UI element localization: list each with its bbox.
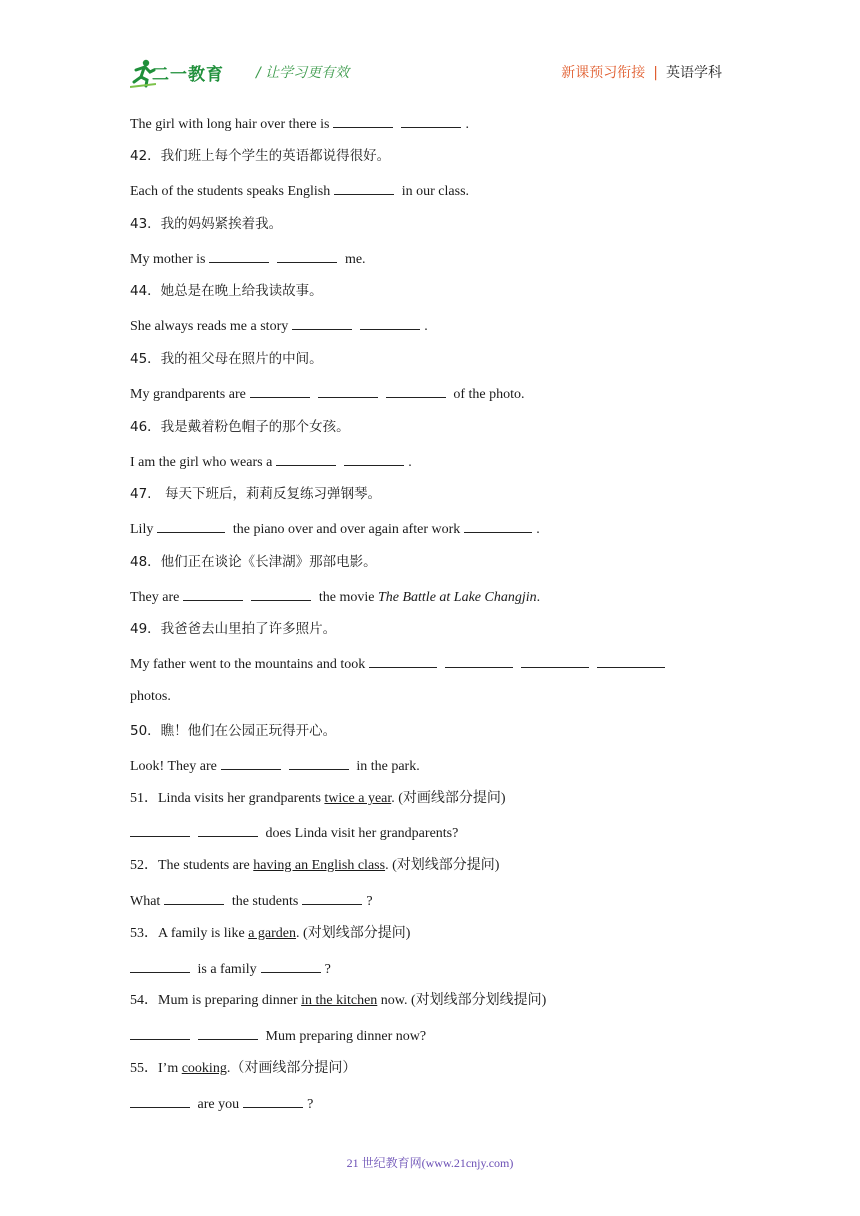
blank[interactable]	[369, 654, 437, 668]
q48-english: They are the movie The Battle at Lake Changjin.	[130, 587, 540, 607]
blank[interactable]	[401, 114, 461, 128]
q44-english: She always reads me a story .	[130, 316, 428, 336]
blank[interactable]	[198, 823, 258, 837]
q50-chinese: 50．瞧！他们在公园正玩得开心。	[130, 723, 337, 739]
blank[interactable]	[130, 823, 190, 837]
blank[interactable]	[164, 891, 224, 905]
page-header	[130, 56, 730, 90]
q45-chinese: 45．我的祖父母在照片的中间。	[130, 351, 323, 367]
blank[interactable]	[597, 654, 665, 668]
blank[interactable]	[276, 452, 336, 466]
blank[interactable]	[360, 316, 420, 330]
blank[interactable]	[251, 587, 311, 601]
q43-chinese: 43．我的妈妈紧挨着我。	[130, 216, 283, 232]
q53-question: 53．A family is like a garden. (对划线部分提问)	[130, 926, 411, 941]
blank[interactable]	[333, 114, 393, 128]
blank[interactable]	[289, 756, 349, 770]
blank[interactable]	[183, 587, 243, 601]
q51-answer: does Linda visit her grandparents?	[130, 823, 458, 843]
q46-chinese: 46．我是戴着粉色帽子的那个女孩。	[130, 419, 350, 435]
header-right	[561, 62, 722, 82]
subject-label: 英语学科	[666, 65, 722, 81]
logo	[130, 56, 238, 90]
header-separator: |	[653, 65, 658, 81]
q49-english: My father went to the mountains and took	[130, 654, 669, 674]
q54-question: 54．Mum is preparing dinner in the kitchen now. (对划线部分划线提问)	[130, 993, 547, 1008]
blank[interactable]	[277, 249, 337, 263]
blank[interactable]	[130, 959, 190, 973]
blank[interactable]	[130, 1026, 190, 1040]
q52-question: 52．The students are having an English class. (对划线部分提问)	[130, 858, 500, 873]
blank[interactable]	[386, 384, 446, 398]
logo-text: 二一教育	[152, 65, 224, 85]
blank[interactable]	[221, 756, 281, 770]
slogan: / 让学习更有效	[256, 65, 350, 81]
blank[interactable]	[318, 384, 378, 398]
page-footer: 21 世纪教育网(www.21cnjy.com)	[346, 1156, 514, 1170]
blank[interactable]	[157, 519, 225, 533]
q43-english: My mother is me.	[130, 249, 366, 269]
q47-english: Lily the piano over and over again after work .	[130, 519, 540, 539]
q51-question: 51．Linda visits her grandparents twice a year. (对画线部分提问)	[130, 791, 506, 806]
q50-english: Look! They are in the park.	[130, 756, 420, 776]
q49-chinese: 49．我爸爸去山里拍了许多照片。	[130, 621, 337, 637]
blank[interactable]	[130, 1094, 190, 1108]
blank[interactable]	[344, 452, 404, 466]
q54-answer: Mum preparing dinner now?	[130, 1026, 426, 1046]
q47-chinese: 47. 每天下班后，莉莉反复练习弹钢琴。	[130, 486, 381, 502]
q52-answer: What the students ?	[130, 891, 373, 911]
q46-english: I am the girl who wears a .	[130, 452, 412, 472]
blank[interactable]	[198, 1026, 258, 1040]
course-label: 新课预习衔接	[561, 65, 646, 81]
q42-english: Each of the students speaks English in our class.	[130, 181, 469, 201]
blank[interactable]	[464, 519, 532, 533]
blank[interactable]	[521, 654, 589, 668]
q44-chinese: 44．她总是在晚上给我读故事。	[130, 283, 323, 299]
q41-english: The girl with long hair over there is .	[130, 114, 469, 134]
blank[interactable]	[209, 249, 269, 263]
q45-english: My grandparents are of the photo.	[130, 384, 525, 404]
q55-question: 55．I’m cooking.（对画线部分提问）	[130, 1061, 357, 1076]
blank[interactable]	[292, 316, 352, 330]
q48-chinese: 48．他们正在谈论《长津湖》那部电影。	[130, 554, 377, 570]
blank[interactable]	[302, 891, 362, 905]
q55-answer: are you ?	[130, 1094, 313, 1114]
blank[interactable]	[250, 384, 310, 398]
blank[interactable]	[261, 959, 321, 973]
q53-answer: is a family ?	[130, 959, 331, 979]
q49-english-cont: photos.	[130, 689, 171, 704]
blank[interactable]	[445, 654, 513, 668]
blank[interactable]	[243, 1094, 303, 1108]
blank[interactable]	[334, 181, 394, 195]
movie-title: The Battle at Lake Changjin	[377, 590, 537, 605]
q42-chinese: 42．我们班上每个学生的英语都说得很好。	[130, 148, 391, 164]
